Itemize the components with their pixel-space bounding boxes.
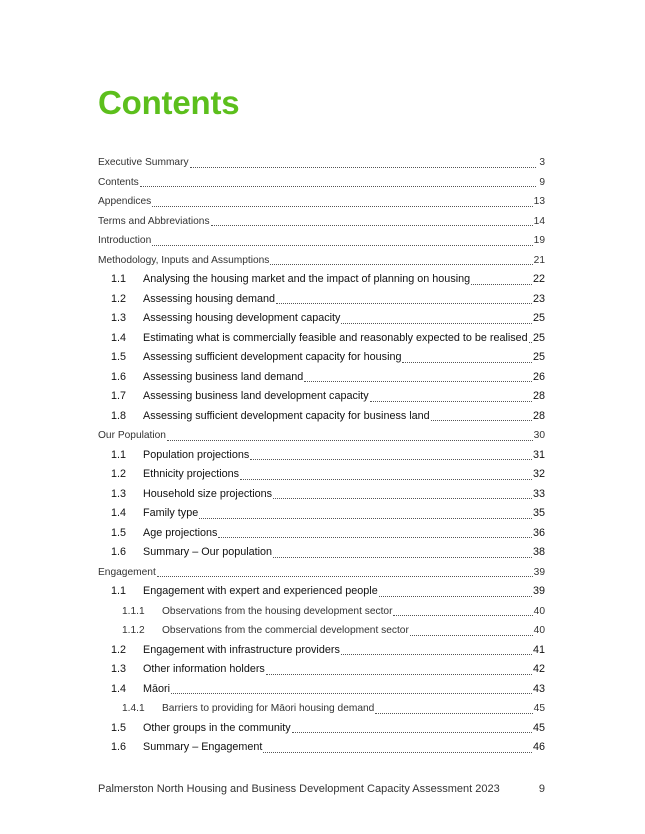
toc-entry-label: Terms and Abbreviations: [98, 215, 210, 227]
toc-entry-label: Summary – Engagement: [143, 741, 263, 753]
toc-entry[interactable]: [98, 173, 545, 193]
toc-entry-page: 33: [532, 487, 545, 500]
toc-dot-leader: [218, 536, 532, 538]
toc-dot-leader: [190, 166, 536, 168]
toc-entry-label: Ethnicity projections: [143, 468, 240, 480]
toc-entry[interactable]: [98, 602, 545, 622]
toc-dot-leader: [263, 751, 532, 753]
toc-entry-page: 19: [533, 235, 545, 246]
toc-dot-leader: [152, 205, 532, 207]
toc-dot-leader: [140, 185, 536, 187]
toc-dot-leader: [199, 517, 532, 519]
toc-entry-page: 26: [532, 370, 545, 383]
toc-entry-label: Contents: [98, 176, 139, 188]
toc-entry-label: Assessing business land development capacity: [143, 390, 369, 402]
toc-entry[interactable]: [98, 738, 545, 758]
toc-entry-label: Assessing business land demand: [143, 370, 304, 383]
toc-dot-leader: [393, 614, 532, 616]
toc-entry-number: 1.4.1: [122, 703, 145, 714]
toc-dot-leader: [171, 692, 532, 694]
toc-entry-page: 13: [533, 196, 545, 207]
toc-entry-number: 1.4: [111, 331, 127, 344]
toc-entry-page: 3: [539, 157, 545, 168]
toc-entry-page: 43: [532, 682, 545, 695]
toc-entry-number: 1.4: [111, 682, 127, 695]
toc-entry[interactable]: [98, 660, 545, 680]
toc-entry[interactable]: [98, 699, 545, 719]
toc-entry-page: 46: [532, 741, 545, 753]
toc-entry-label: Observations from the commercial development sector: [162, 625, 409, 636]
toc-dot-leader: [375, 712, 532, 714]
toc-entry[interactable]: [98, 290, 545, 310]
toc-dot-leader: [152, 244, 532, 246]
toc-entry-label: Other information holders: [143, 663, 265, 675]
toc-entry-number: 1.8: [111, 409, 127, 422]
toc-entry-number: 1.5: [111, 351, 127, 363]
page-title: Contents: [98, 84, 240, 121]
toc-dot-leader: [341, 322, 532, 324]
toc-entry-label: Household size projections: [143, 487, 273, 500]
toc-entry-label: Observations from the housing development sector: [162, 605, 393, 617]
toc-entry-label: Introduction: [98, 235, 152, 246]
toc-entry-page: 41: [532, 643, 545, 656]
toc-entry[interactable]: [98, 270, 545, 290]
toc-entry-page: 31: [532, 448, 545, 461]
toc-entry-number: 1.1: [111, 448, 127, 461]
toc-entry-number: 1.2: [111, 643, 127, 656]
toc-entry-page: 40: [533, 605, 545, 617]
toc-entry-number: 1.7: [111, 390, 127, 402]
toc-dot-leader: [250, 458, 532, 460]
toc-entry[interactable]: [98, 641, 545, 661]
toc-entry[interactable]: [98, 231, 545, 251]
toc-entry-page: 21: [533, 254, 545, 266]
toc-entry-number: 1.1: [111, 273, 127, 285]
toc-entry-label: Appendices: [98, 196, 152, 207]
toc-entry-page: 14: [533, 215, 545, 227]
toc-entry-number: 1.3: [111, 312, 127, 324]
toc-entry[interactable]: [98, 251, 545, 271]
toc-entry-label: Methodology, Inputs and Assumptions: [98, 254, 270, 266]
toc-entry[interactable]: [98, 446, 545, 466]
toc-entry-label: Estimating what is commercially feasible and reasonably expected to be realised: [143, 331, 528, 344]
toc-entry[interactable]: [98, 543, 545, 563]
toc-entry[interactable]: [98, 309, 545, 329]
toc-entry-number: 1.2: [111, 468, 127, 480]
toc-dot-leader: [273, 497, 532, 499]
toc-entry[interactable]: [98, 680, 545, 700]
toc-entry[interactable]: [98, 524, 545, 544]
toc-entry-label: Analysing the housing market and the impact of planning on housing: [143, 273, 471, 285]
toc-entry[interactable]: [98, 348, 545, 368]
toc-entry-number: 1.3: [111, 487, 127, 500]
toc-entry-page: 35: [532, 507, 545, 519]
toc-entry-label: Executive Summary: [98, 157, 189, 168]
toc-entry[interactable]: [98, 212, 545, 232]
toc-dot-leader: [167, 439, 533, 441]
page-footer: [98, 783, 545, 795]
toc-dot-leader: [240, 478, 532, 480]
toc-entry-label: Other groups in the community: [143, 721, 291, 734]
toc-entry-label: Māori: [143, 682, 170, 695]
toc-entry[interactable]: [98, 426, 545, 446]
toc-entry-number: 1.6: [111, 741, 127, 753]
toc-entry[interactable]: [98, 153, 545, 173]
table-of-contents: [98, 153, 545, 758]
toc-dot-leader: [157, 575, 533, 577]
toc-entry-label: Population projections: [143, 448, 250, 461]
toc-entry-page: 25: [532, 351, 545, 363]
toc-dot-leader: [379, 595, 532, 597]
toc-entry-label: Engagement with expert and experienced people: [143, 585, 378, 597]
toc-entry-number: 1.1: [111, 585, 127, 597]
toc-dot-leader: [276, 302, 532, 304]
toc-dot-leader: [410, 634, 533, 636]
toc-dot-leader: [529, 341, 532, 343]
toc-entry-page: 39: [533, 566, 545, 578]
toc-entry-page: 32: [532, 468, 545, 480]
toc-entry-page: 30: [533, 430, 545, 441]
toc-dot-leader: [292, 731, 532, 733]
toc-entry-page: 45: [533, 703, 545, 714]
toc-entry-number: 1.5: [111, 721, 127, 734]
toc-entry[interactable]: [98, 563, 545, 583]
toc-entry-page: 36: [532, 526, 545, 539]
toc-entry-number: 1.6: [111, 370, 127, 383]
toc-entry[interactable]: [98, 465, 545, 485]
toc-entry-label: Assessing sufficient development capacity for housing: [143, 351, 402, 363]
toc-dot-leader: [471, 283, 532, 285]
toc-entry-label: Age projections: [143, 526, 218, 539]
toc-entry[interactable]: [98, 485, 545, 505]
toc-entry-number: 1.1.1: [122, 605, 145, 617]
toc-entry-page: 22: [532, 273, 545, 285]
toc-entry-page: 23: [532, 292, 545, 305]
toc-entry-label: Our Population: [98, 430, 166, 441]
toc-entry-page: 42: [532, 663, 545, 675]
toc-entry-label: Summary – Our population: [143, 546, 273, 558]
toc-dot-leader: [270, 263, 532, 265]
toc-entry[interactable]: [98, 329, 545, 349]
footer-document-title: Palmerston North Housing and Business Development Capacity Assessment 2023: [98, 783, 500, 795]
toc-entry-label: Engagement: [98, 566, 156, 578]
toc-dot-leader: [431, 419, 532, 421]
toc-entry[interactable]: [98, 368, 545, 388]
toc-entry[interactable]: [98, 504, 545, 524]
toc-entry-page: 38: [532, 546, 545, 558]
toc-entry-number: 1.3: [111, 663, 127, 675]
toc-dot-leader: [304, 380, 532, 382]
footer-page-number: 9: [538, 783, 545, 795]
toc-entry-number: 1.2: [111, 292, 127, 305]
toc-entry-number: 1.6: [111, 546, 127, 558]
toc-entry[interactable]: [98, 582, 545, 602]
toc-entry-number: 1.4: [111, 507, 127, 519]
toc-entry-page: 28: [532, 409, 545, 422]
toc-entry[interactable]: [98, 621, 545, 641]
toc-entry-label: Barriers to providing for Māori housing demand: [162, 703, 375, 714]
toc-entry-label: Engagement with infrastructure providers: [143, 643, 340, 656]
toc-entry-number: 1.1.2: [122, 625, 145, 636]
toc-entry-page: 25: [532, 331, 545, 344]
toc-entry-label: Assessing housing demand: [143, 292, 276, 305]
toc-entry-number: 1.5: [111, 526, 127, 539]
toc-dot-leader: [341, 653, 532, 655]
toc-dot-leader: [266, 673, 532, 675]
toc-entry[interactable]: [98, 719, 545, 739]
toc-dot-leader: [273, 556, 532, 558]
toc-entry-label: Family type: [143, 507, 199, 519]
toc-entry-page: 39: [532, 585, 545, 597]
toc-entry-label: Assessing sufficient development capacity for business land: [143, 409, 430, 422]
toc-entry[interactable]: [98, 192, 545, 212]
toc-entry-page: 25: [532, 312, 545, 324]
toc-entry-page: 40: [533, 625, 545, 636]
toc-entry[interactable]: [98, 407, 545, 427]
toc-dot-leader: [211, 224, 533, 226]
toc-entry-page: 9: [539, 176, 545, 188]
toc-dot-leader: [402, 361, 532, 363]
toc-entry-label: Assessing housing development capacity: [143, 312, 341, 324]
toc-entry-page: 28: [532, 390, 545, 402]
toc-entry[interactable]: [98, 387, 545, 407]
toc-dot-leader: [370, 400, 532, 402]
toc-entry-page: 45: [532, 721, 545, 734]
